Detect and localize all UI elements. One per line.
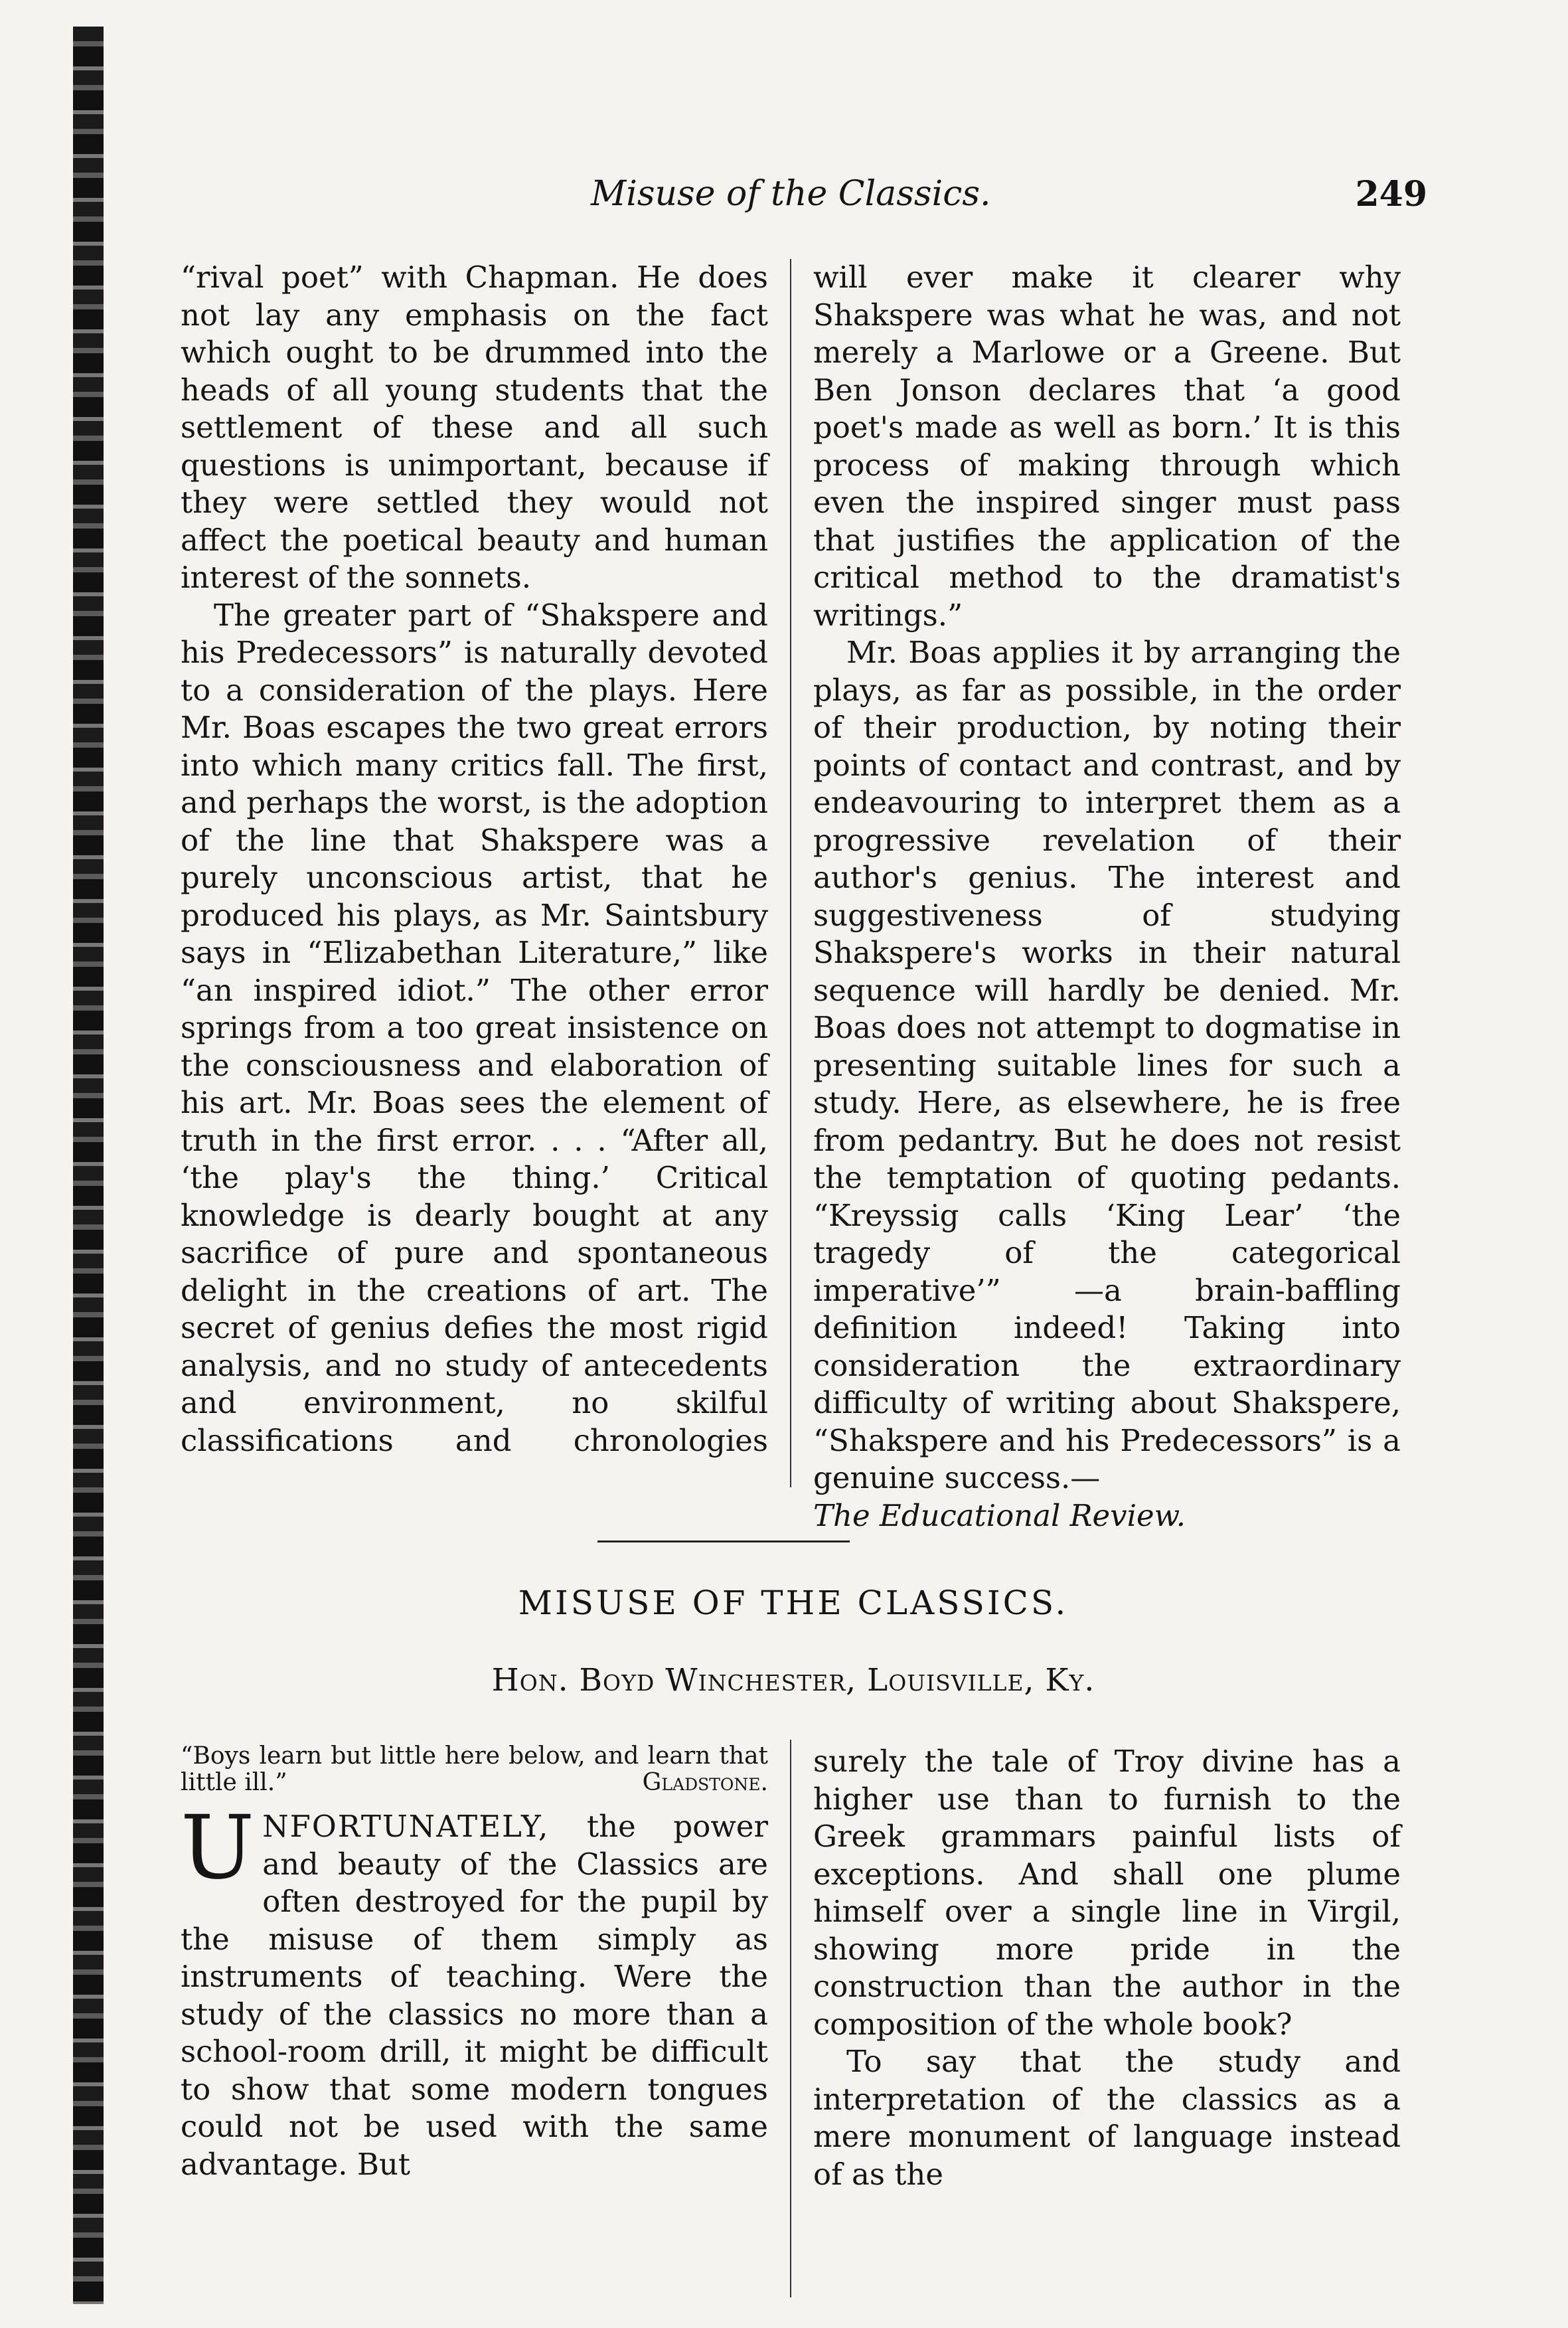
- running-head-title: Misuse of the Classics.: [591, 174, 991, 214]
- column-rule-top: [790, 259, 791, 1487]
- epigraph: [181, 1743, 768, 1796]
- epigraph-quote: “Boys learn but little here below, and learn that little ill.”: [181, 1742, 768, 1796]
- review-paragraph: will ever make it clearer why Shakspere was what he was, and not merely a Marlowe or a Greene. But Ben Jonson declares that ‘a good poet's made as well as born.’ It is this process of making through which even the inspired singer must pass that justifies the application of the critical method to the dramatist's writings.”: [813, 260, 1401, 633]
- article-title: MISUSE OF THE CLASSICS.: [518, 1584, 1069, 1622]
- section-divider: [597, 1540, 850, 1542]
- lead-caps: NFORTUNATELY,: [262, 1809, 550, 1844]
- review-column-left: [181, 259, 768, 1459]
- article-column-left: [181, 1743, 768, 2183]
- binding-edge: [73, 27, 104, 2304]
- review-column-right: [813, 259, 1401, 1535]
- review-source: The Educational Review.: [813, 1497, 1186, 1533]
- review-paragraph: “rival poet” with Chapman. He does not lay any emphasis on the fact which ought to be drummed into the heads of all young students that the settlement of these and all such questions is unimportant, because if they were settled they would not affect the poetical beauty and human interest of the sonnets.: [181, 260, 768, 595]
- review-paragraph: The greater part of “Shakspere and his Predecessors” is naturally devoted to a consideration of the plays. Here Mr. Boas escapes the two great errors into which many critics fall. The first, and perhaps the worst, is the adoption of the line that Shakspere was a purely unconscious artist, that he produced his plays, as Mr. Saintsbury says in “Elizabethan Literature,” like “an inspired idiot.” The other error springs from a too great insistence on the consciousness and elaboration of his art. Mr. Boas sees the element of truth in the first error. . . . “After all, ‘the play's the thing.’ Critical knowledge is dearly bought at any sacrifice of pure and spontaneous delight in the creations of art. The secret of genius defies the most rigid analysis, and no study of antecedents and environment, no skilful classifications and chronologies: [181, 597, 768, 1458]
- article-text: the power and beauty of the Classics are often destroyed for the pupil by the misuse of them simply as instruments of teaching. Were the study of the classics no more than a school-room drill, it might be difficult to show that some modern tongues could not be used with the same advantage. But: [181, 1809, 768, 2182]
- article-paragraph: To say that the study and interpretation of the classics as a mere monument of language instead of as the: [813, 2044, 1401, 2192]
- page-number: 249: [1355, 174, 1427, 214]
- review-paragraph: Mr. Boas applies it by arranging the plays, as far as possible, in the order of their production, by noting their points of contact and contrast, and by endeavouring to interpret them as a progressive revelation of their author's genius. The interest and suggestiveness of studying Shakspere's works in their natural sequence will hardly be denied. Mr. Boas does not attempt to dogmatise in presenting suitable lines for such a study. Here, as elsewhere, he is free from pedantry. But he does not resist the temptation of quoting pedants. “Kreyssig calls ‘King Lear’ ‘the tragedy of the categorical imperative’” —a brain-baffling definition indeed! Taking into consideration the extraordinary difficulty of writing about Shakspere, “Shakspere and his Predecessors” is a genuine success.—: [813, 635, 1401, 1495]
- article-paragraph: surely the tale of Troy divine has a higher use than to furnish to the Greek grammars painful lists of exceptions. And shall one plume himself over a single line in Virgil, showing more pride in the construction than the author in the composition of the whole book?: [813, 1744, 1401, 2042]
- epigraph-author: Gladstone.: [642, 1769, 768, 1796]
- article-byline: Hon. Boyd Winchester, Louisville, Ky.: [491, 1662, 1095, 1699]
- column-rule-bottom: [790, 1740, 791, 2297]
- running-head: [186, 174, 1427, 220]
- drop-cap: U: [181, 1797, 255, 1899]
- article-column-right: [813, 1743, 1401, 2193]
